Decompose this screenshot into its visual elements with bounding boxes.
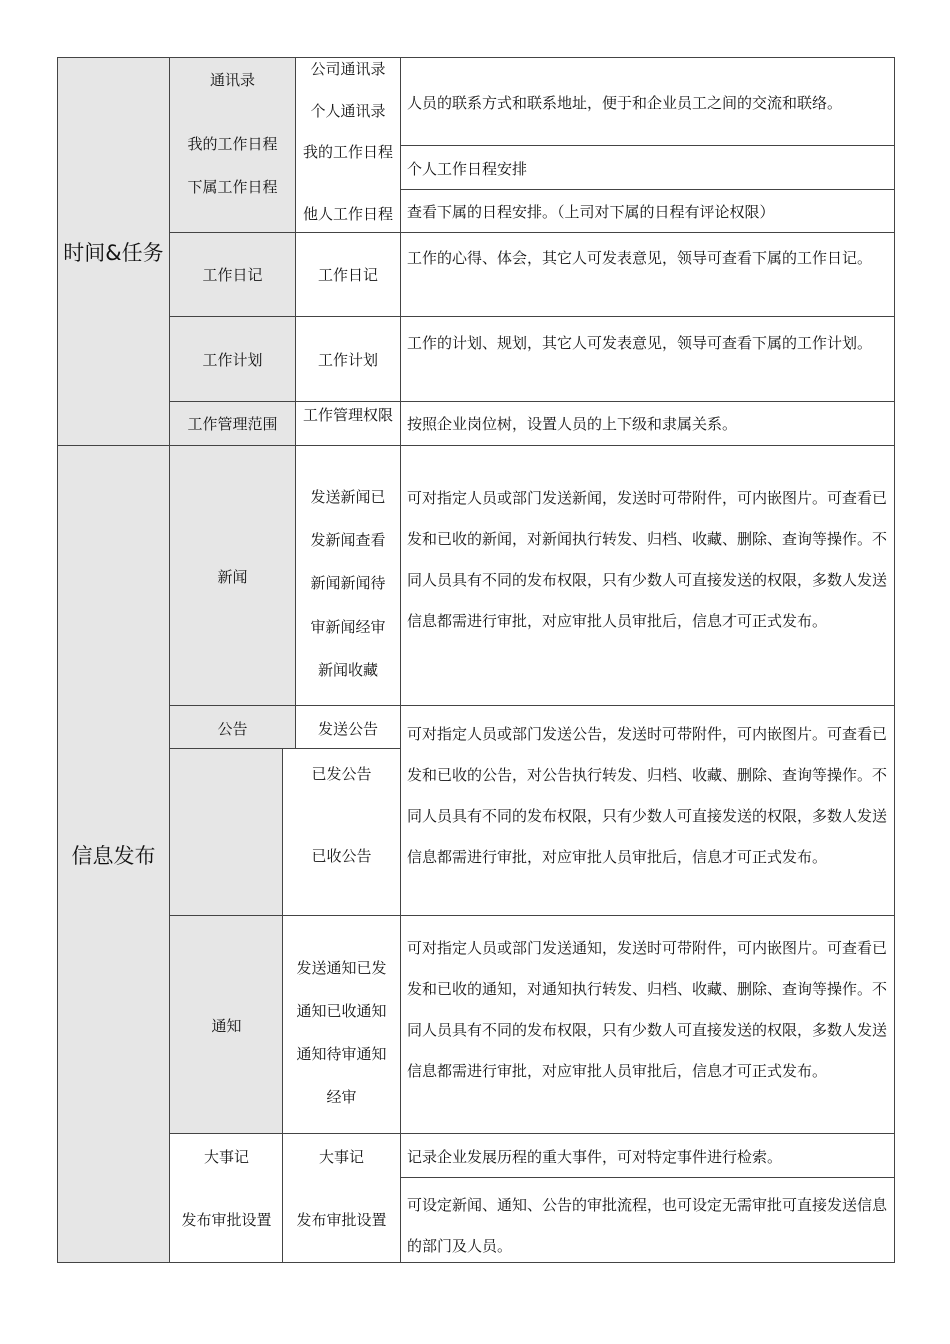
desc-events: 记录企业发展历程的重大事件，可对特定事件进行检索。 xyxy=(407,1148,783,1166)
function-news-line-4: 审新闻经审 xyxy=(310,618,386,636)
desc-my-schedule: 个人工作日程安排 xyxy=(407,160,528,178)
function-events: 大事记 xyxy=(318,1148,364,1166)
function-others-schedule: 他人工作日程 xyxy=(302,205,393,223)
module-cell-notice-empty xyxy=(170,749,283,915)
module-work-plan: 工作计划 xyxy=(202,351,263,369)
function-received-notice: 已收公告 xyxy=(311,847,372,865)
module-my-schedule: 我的工作日程 xyxy=(187,135,278,153)
module-work-diary: 工作日记 xyxy=(202,266,263,284)
function-notification-line-2: 通知已收通知 xyxy=(296,1002,387,1020)
desc-work-diary: 工作的心得、体会，其它人可发表意见，领导可查看下属的工作日记。 xyxy=(407,249,873,267)
function-notification-line-1: 发送通知已发 xyxy=(296,959,387,977)
function-news-line-3: 新闻新闻待 xyxy=(310,574,386,592)
module-contacts: 通讯录 xyxy=(209,71,255,89)
function-news-line-2: 发新闻查看 xyxy=(310,531,386,549)
function-mgmt-permission: 工作管理权限 xyxy=(302,406,393,424)
function-work-plan: 工作计划 xyxy=(317,351,378,369)
desc-contacts: 人员的联系方式和联系地址，便于和企业员工之间的交流和联络。 xyxy=(407,94,843,112)
desc-sub-schedule: 查看下属的日程安排。（上司对下属的日程有评论权限） xyxy=(407,203,775,221)
function-personal-contacts: 个人通讯录 xyxy=(310,102,386,120)
desc-approval-settings: 可设定新闻、通知、公告的审批流程，也可设定无需审批可直接发送信息的部门及人员。 xyxy=(407,1196,888,1255)
function-my-schedule: 我的工作日程 xyxy=(302,143,393,161)
desc-mgmt-scope: 按照企业岗位树，设置人员的上下级和隶属关系。 xyxy=(407,415,738,433)
function-send-notice: 发送公告 xyxy=(317,720,378,738)
desc-news: 可对指定人员或部门发送新闻，发送时可带附件，可内嵌图片。可查看已发和已收的新闻，对新闻执行转发、归档、收藏、删除、查询等操作。不同人员具有不同的发布权限，只有少数人可直接发送的权限，多数人发送信息都需进行审批，对应审批人员审批后，信息才可正式发布。 xyxy=(407,489,888,630)
module-mgmt-scope: 工作管理范围 xyxy=(187,415,278,433)
function-notification-line-4: 经审 xyxy=(326,1088,357,1106)
function-sent-notice: 已发公告 xyxy=(311,765,372,783)
desc-notice: 可对指定人员或部门发送公告，发送时可带附件，可内嵌图片。可查看已发和已收的公告，对公告执行转发、归档、收藏、删除、查询等操作。不同人员具有不同的发布权限，只有少数人可直接发送的权限，多数人发送信息都需进行审批，对应审批人员审批后，信息才可正式发布。 xyxy=(407,725,888,866)
module-notification: 通知 xyxy=(211,1017,242,1035)
section-title-time-tasks: 时间&任务 xyxy=(63,241,164,265)
desc-notification: 可对指定人员或部门发送通知，发送时可带附件，可内嵌图片。可查看已发和已收的通知，对通知执行转发、归档、收藏、删除、查询等操作。不同人员具有不同的发布权限，只有少数人可直接发送的权限，多数人发送信息都需进行审批，对应审批人员审批后，信息才可正式发布。 xyxy=(407,939,888,1080)
function-company-contacts: 公司通讯录 xyxy=(310,60,386,78)
function-approval-settings: 发布审批设置 xyxy=(296,1211,387,1229)
module-events: 大事记 xyxy=(203,1148,249,1166)
section-title-info-publish: 信息发布 xyxy=(71,844,156,868)
function-notification-line-3: 通知待审通知 xyxy=(296,1045,387,1063)
function-news-line-5: 新闻收藏 xyxy=(317,661,378,679)
module-news: 新闻 xyxy=(217,568,248,586)
module-approval-settings: 发布审批设置 xyxy=(181,1211,272,1229)
module-notice: 公告 xyxy=(217,720,248,738)
desc-work-plan: 工作的计划、规划，其它人可发表意见，领导可查看下属的工作计划。 xyxy=(407,334,873,352)
module-sub-schedule: 下属工作日程 xyxy=(187,178,278,196)
function-news-line-1: 发送新闻已 xyxy=(310,488,386,506)
function-work-diary: 工作日记 xyxy=(317,266,378,284)
